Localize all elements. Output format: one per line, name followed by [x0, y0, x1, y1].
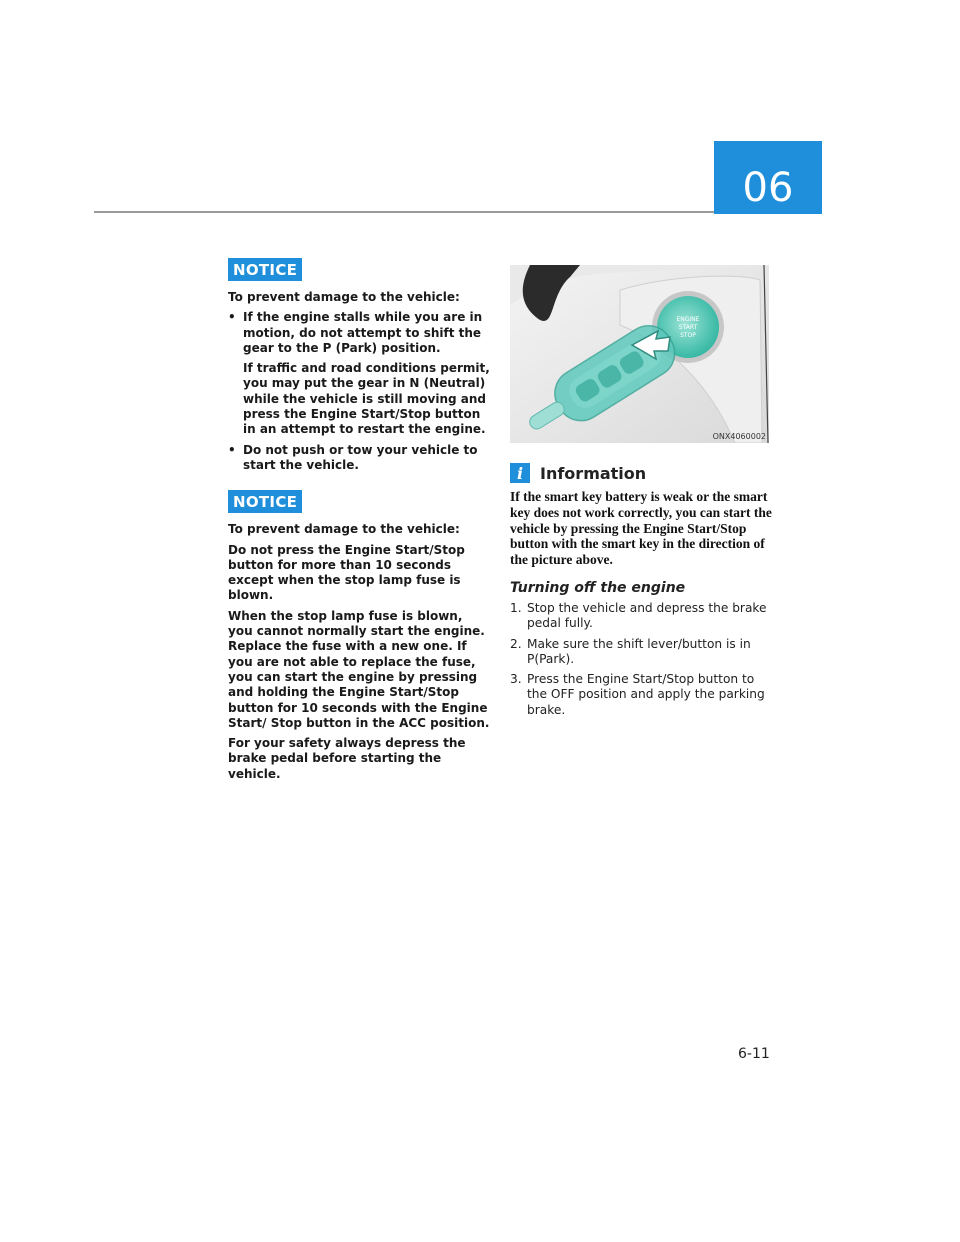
page-number: 6-11 — [738, 1046, 770, 1062]
step-number: 2. — [510, 636, 522, 651]
info-icon: i — [510, 463, 530, 483]
button-label: ENGINE — [676, 316, 700, 323]
step-number: 1. — [510, 600, 522, 615]
left-column — [228, 258, 490, 787]
information-text: If the smart key battery is weak or the smart key does not work correctly, you can start the vehicle by pressing the Engine Start/Stop button with the smart key in the direction of the picture above. — [510, 489, 772, 568]
bullet-text: If the engine stalls while you are in motion, do not attempt to shift the gear to the P (Park) position. — [243, 310, 483, 355]
notice-paragraph: Do not press the Engine Start/Stop button for more than 10 seconds except when the stop lamp fuse is blown. — [228, 542, 465, 603]
information-header — [510, 463, 772, 483]
figure-caption: ONX4060002 — [712, 432, 766, 441]
notice-block-2 — [228, 490, 490, 782]
bullet-dot: • — [228, 442, 236, 457]
smart-key-figure — [510, 265, 769, 443]
notice-intro: To prevent damage to the vehicle: — [228, 522, 460, 537]
step-text: Stop the vehicle and depress the brake pedal fully. — [527, 600, 767, 631]
step-text: Make sure the shift lever/button is in P(Park). — [527, 636, 751, 666]
step-item — [510, 672, 772, 718]
bullet-text: Do not push or tow your vehicle to start the vehicle. — [243, 442, 478, 472]
step-item — [510, 637, 772, 668]
step-text: Press the Engine Start/Stop button to the OFF position and apply the parking brake. — [527, 672, 765, 717]
step-number: 3. — [510, 672, 522, 687]
step-item — [510, 601, 772, 632]
header-rule — [94, 211, 714, 213]
bullet-continuation: If traffic and road conditions permit, you may put the gear in N (Neutral) while the vehicle is still moving and press the Engine Start/Stop button in an attempt to restart the engine. — [243, 361, 490, 437]
bullet-dot: • — [228, 310, 236, 325]
information-title: Information — [540, 463, 647, 483]
button-label: START — [678, 324, 698, 331]
notice-intro: To prevent damage to the vehicle: — [228, 290, 460, 304]
notice-block-1 — [228, 258, 490, 473]
notice-badge: NOTICE — [228, 490, 302, 513]
bullet-item — [228, 310, 490, 356]
bullet-item — [228, 443, 490, 474]
smart-key-illustration — [510, 265, 769, 443]
notice-paragraph: For your safety always depress the brake pedal before starting the vehicle. — [228, 736, 466, 781]
button-label: STOP — [680, 332, 696, 339]
notice-paragraph: When the stop lamp fuse is blown, you cannot normally start the engine. Replace the fuse with a new one. If you are not able to replace the fuse, you can start the engine by pressing and holding the Engine Start/Stop button for 10 seconds with the Engine Start/ Stop button in the ACC position. — [228, 608, 490, 730]
chapter-tab: 06 — [714, 141, 822, 214]
section-title: Turning off the engine — [510, 579, 686, 596]
right-column — [510, 463, 772, 723]
notice-badge: NOTICE — [228, 258, 302, 281]
